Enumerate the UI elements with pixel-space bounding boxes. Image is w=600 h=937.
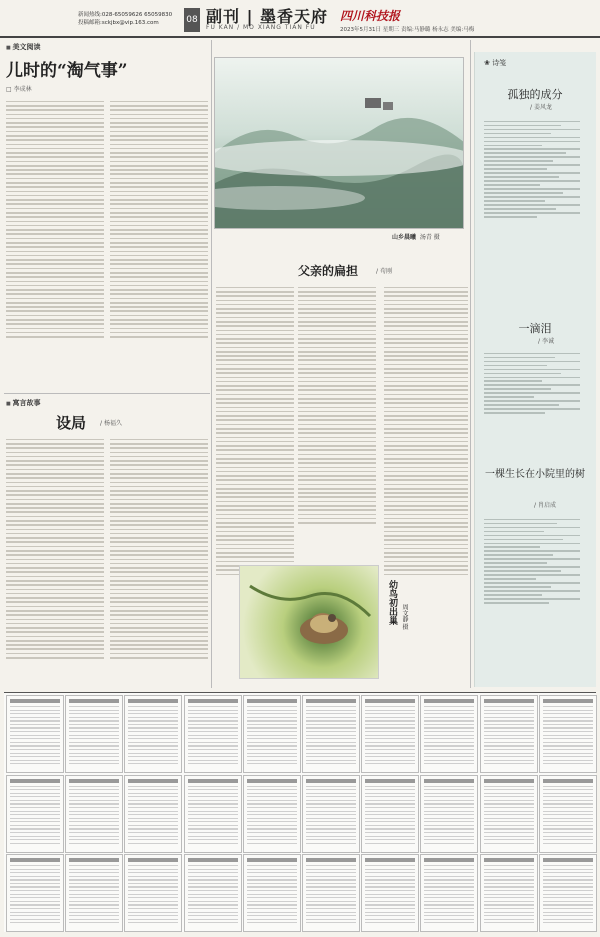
classified-notice xyxy=(65,854,123,932)
classified-notice xyxy=(243,854,301,932)
essay-byline: □ 李成林 xyxy=(6,86,32,93)
bird-photo-title: 幼鸟初出巢 xyxy=(387,580,397,625)
classified-notice xyxy=(302,775,360,853)
classified-notice xyxy=(302,695,360,773)
classified-notice xyxy=(65,695,123,773)
classified-notice xyxy=(539,775,597,853)
classified-notice xyxy=(124,775,182,853)
classified-notice xyxy=(420,854,478,932)
poem-body-2 xyxy=(484,350,580,416)
classified-notice xyxy=(361,854,419,932)
center-article-author: 苟刚 xyxy=(379,268,392,275)
fable-text-col2 xyxy=(110,436,208,661)
poem-author-1: 姜风龙 xyxy=(533,104,552,111)
article-text-col1 xyxy=(216,284,294,578)
classified-notice xyxy=(184,854,242,932)
section-title: 副刊 | 墨香天府 xyxy=(206,7,328,26)
classified-notice xyxy=(6,695,64,773)
section-pinyin: FU KAN / MO XIANG TIAN FU xyxy=(206,24,316,31)
poem-title-3: 一棵生长在小院里的树 xyxy=(485,469,585,480)
classified-notice xyxy=(480,775,538,853)
center-article-byline: / 苟刚 xyxy=(376,268,392,275)
classified-notice xyxy=(420,695,478,773)
fable-author: 杨福久 xyxy=(103,420,122,427)
misty-mountains-image xyxy=(215,58,464,229)
poem-byline-1: / 姜风龙 xyxy=(530,104,552,111)
poem-byline-3: / 肖启成 xyxy=(534,502,556,509)
poem-title-2: 一滴泪 xyxy=(518,322,552,335)
poem-title-1: 孤独的成分 xyxy=(507,88,563,101)
classified-notice xyxy=(243,695,301,773)
classified-notice xyxy=(539,695,597,773)
classified-notice xyxy=(420,775,478,853)
classified-notice xyxy=(6,775,64,853)
bird-nest-image xyxy=(240,566,380,680)
article-text-col2 xyxy=(298,284,376,560)
bird-nest-photo xyxy=(239,565,379,679)
classified-notice xyxy=(539,854,597,932)
date-line: 2023年5月31日 星期三 责编:马静璐 杨永志 美编:马梅 xyxy=(340,27,475,33)
fable-text-col1 xyxy=(6,436,104,661)
essay-text-col2 xyxy=(110,98,208,340)
article-text-col3 xyxy=(384,284,468,578)
column-divider-left xyxy=(211,40,212,688)
photo-caption xyxy=(392,232,440,241)
center-article-title: 父亲的扁担 xyxy=(298,264,359,278)
essay-author: 李成林 xyxy=(13,86,32,93)
classified-notice xyxy=(124,695,182,773)
classified-notice xyxy=(243,775,301,853)
essay-title: 儿时的“淘气事” xyxy=(6,61,128,81)
classified-notice xyxy=(361,775,419,853)
bird-photo-author: 周文静 摄 xyxy=(401,604,408,630)
poem-body-3 xyxy=(484,516,580,606)
poem-body-1 xyxy=(484,118,580,220)
landscape-photo xyxy=(214,57,464,229)
sidebar-label: ❀ 诗笺 xyxy=(484,59,507,67)
essay-divider xyxy=(4,393,210,394)
poem-byline-2: / 李诚 xyxy=(538,338,554,345)
classified-notice xyxy=(65,775,123,853)
fable-byline: / 杨福久 xyxy=(100,420,122,427)
sidebar-label-text: 诗笺 xyxy=(492,59,507,67)
hotline-text: 新闻热线:028-65059626 65059830 xyxy=(78,12,173,18)
classified-notice xyxy=(480,695,538,773)
classified-notice xyxy=(361,695,419,773)
poem-author-3: 肖启成 xyxy=(537,502,556,509)
page-number: 08 xyxy=(184,8,200,32)
column-divider-right xyxy=(470,40,471,688)
column-label-fable: ■ 寓言故事 xyxy=(6,398,40,408)
classified-notice xyxy=(184,695,242,773)
classified-notice xyxy=(480,854,538,932)
newspaper-logo: 四川科技报 xyxy=(340,9,401,23)
photo-caption-title: 山乡晨曦 xyxy=(392,234,417,241)
photo-caption-author: 汤青 摄 xyxy=(419,234,440,241)
classified-notice xyxy=(184,775,242,853)
column-label-essay: ■ 美文阅读 xyxy=(6,42,40,52)
classified-notice xyxy=(6,854,64,932)
essay-text-col1 xyxy=(6,98,104,340)
email-text: 投稿邮箱:sckjbx@vip.163.com xyxy=(78,20,159,26)
classified-notice xyxy=(124,854,182,932)
classified-notice xyxy=(302,854,360,932)
header-rule xyxy=(0,36,600,38)
header-contact xyxy=(78,11,182,27)
classified-ads-area xyxy=(4,692,596,932)
fable-title: 设局 xyxy=(56,414,87,432)
poem-author-2: 李诚 xyxy=(541,338,554,345)
